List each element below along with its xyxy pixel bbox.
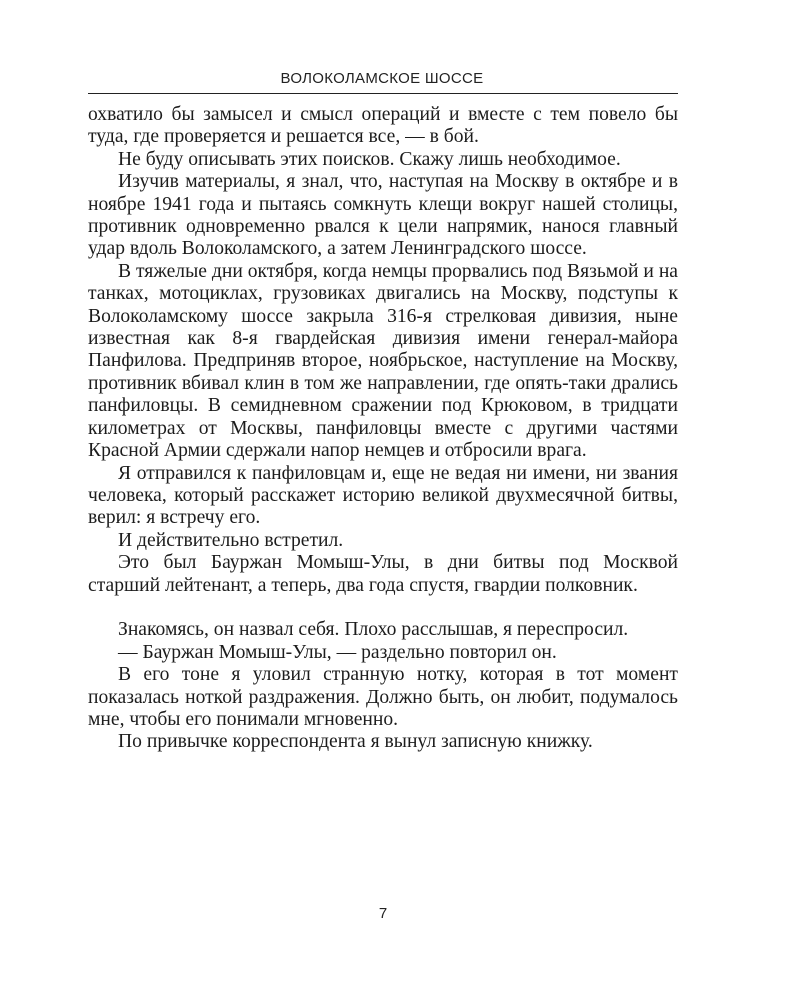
paragraph-3: Изучив материалы, я знал, что, наступая на Москву в октябре и в ноябре 1941 года и пытаясь сомкнуть клещи вокруг нашей столицы, противник одновременно рвался к цели напрямик, нанося главный удар вдоль Волоколамского, а затем Ленинградского шоссе. [88, 171, 678, 260]
paragraph-11: По привычке корреспондента я вынул записную книжку. [118, 731, 593, 753]
paragraph-4: В тяжелые дни октября, когда немцы прорвались под Вязьмой и на танках, мотоциклах, грузовиках двигались на Москву, подступы к Волоколамскому шоссе закрыла 316-я стрелковая дивизия, ныне известная как 8-я гвардейская дивизия имени генерал-майора Панфилова. Предприняв второе, ноябрьское, наступление на Москву, противник вбивал клин в том же направлении, где опять-таки дрались панфиловцы. В семидневном сражении под Крюковом, в тридцати километрах от Москвы, панфиловцы вместе с другими частями Красной Армии сдержали напор немцев и отбросили врага. [88, 260, 678, 462]
paragraph-10: В его тоне я уловил странную нотку, которая в тот момент показалась ноткой раздражения. Должно быть, он любит, подумалось мне, чтобы его понимали мгновенно. [88, 664, 678, 730]
paragraph-6: И действительно встретил. [118, 529, 344, 551]
body-text [88, 104, 678, 754]
running-header: ВОЛОКОЛАМСКОЕ ШОССЕ [280, 70, 484, 87]
page-number: 7 [378, 905, 388, 922]
section-break [88, 597, 678, 619]
paragraph-2: Не буду описывать этих поисков. Скажу лишь необходимое. [118, 148, 621, 170]
paragraph-9: — Бауржан Момыш-Улы, — раздельно повторил он. [118, 641, 557, 663]
header-rule [88, 93, 678, 94]
paragraph-5: Я отправился к панфиловцам и, еще не ведая ни имени, ни звания человека, который расскажет историю великой двухмесячной битвы, верил: я встречу его. [88, 462, 678, 529]
paragraph-1: охватило бы замысел и смысл операций и вместе с тем повело бы туда, где проверяется и решается все, — в бой. [88, 104, 678, 148]
paragraph-8: Знакомясь, он назвал себя. Плохо расслышав, я переспросил. [118, 619, 629, 641]
paragraph-7: Это был Бауржан Момыш-Улы, в дни битвы под Москвой старший лейтенант, а теперь, два года спустя, гвардии полковник. [88, 552, 678, 596]
